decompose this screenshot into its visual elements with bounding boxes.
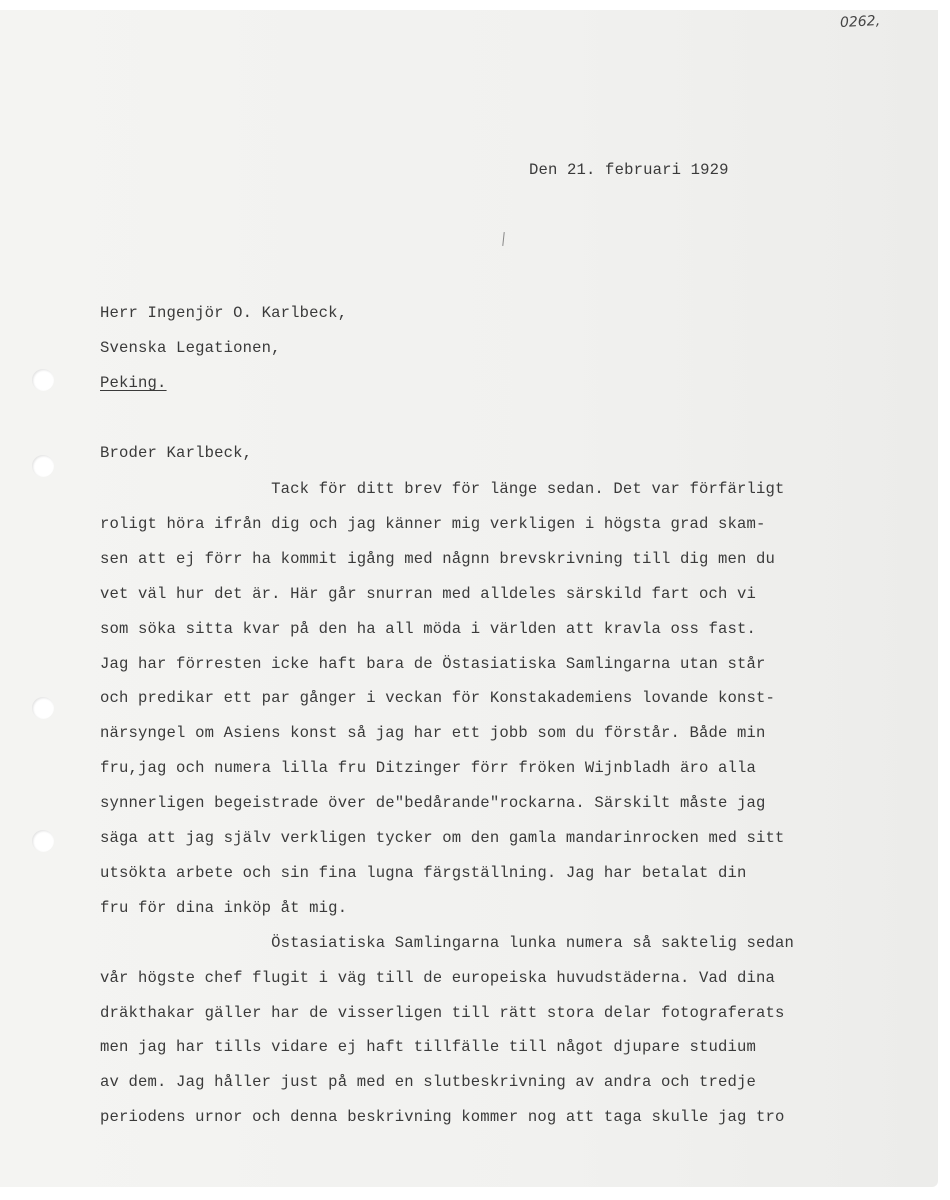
body-line: närsyngel om Asiens konst så jag har ett jobb som du förstår. Både min	[100, 724, 766, 743]
body-line: som söka sitta kvar på den ha all möda i världen att kravla oss fast.	[100, 619, 757, 638]
body-line: vet väl hur det är. Här går snurran med alldeles särskild fart och vi	[100, 584, 757, 603]
body-line: Östasiatiska Samlingarna lunka numera så saktelig sedan	[100, 933, 795, 952]
recipient-name: Herr Ingenjör O. Karlbeck,	[100, 304, 348, 322]
body-line: av dem. Jag håller just på med en slutbeskrivning av andra och tredje	[100, 1073, 757, 1092]
punch-hole	[32, 697, 54, 719]
body-line: och predikar ett par gånger i veckan för Konstakademiens lovande konst-	[100, 689, 776, 708]
punch-hole	[32, 830, 54, 852]
body-line: Tack för ditt brev för länge sedan. Det var förfärligt	[100, 480, 785, 498]
recipient-organization: Svenska Legationen,	[100, 339, 281, 357]
body-line: utsökta arbete och sin fina lugna färgställning. Jag har betalat din	[100, 863, 747, 882]
body-line: synnerligen begeistrade över de"bedårande"rockarna. Särskilt måste jag	[100, 794, 766, 813]
body-line: Jag har förresten icke haft bara de Östasiatiska Samlingarna utan står	[100, 654, 766, 673]
body-line: roligt höra ifrån dig och jag känner mig verkligen i högsta grad skam-	[100, 514, 766, 533]
body-line: men jag har tills vidare ej haft tillfälle till något djupare studium	[100, 1038, 757, 1057]
body-line: dräkthakar gäller har de visserligen till rätt stora delar fotograferats	[100, 1003, 785, 1022]
body-line: fru,jag och numera lilla fru Ditzinger förr fröken Wijnbladh äro alla	[100, 759, 757, 778]
body-line: vår högste chef flugit i väg till de europeiska huvudstäderna. Vad dina	[100, 968, 776, 987]
punch-hole	[32, 455, 54, 477]
archive-number: 0262,	[839, 12, 881, 32]
letter-date: Den 21. februari 1929	[529, 161, 729, 179]
salutation: Broder Karlbeck,	[100, 444, 253, 462]
body-line: periodens urnor och denna beskrivning kommer nog att taga skulle jag tro	[100, 1108, 785, 1127]
body-line: fru för dina inköp åt mig.	[100, 898, 348, 917]
punch-hole	[32, 369, 54, 391]
body-line: säga att jag själv verkligen tycker om den gamla mandarinrocken med sitt	[100, 829, 785, 847]
body-line: sen att ej förr ha kommit igång med någnn brevskrivning till dig men du	[100, 549, 776, 568]
recipient-city: Peking.	[100, 374, 167, 392]
